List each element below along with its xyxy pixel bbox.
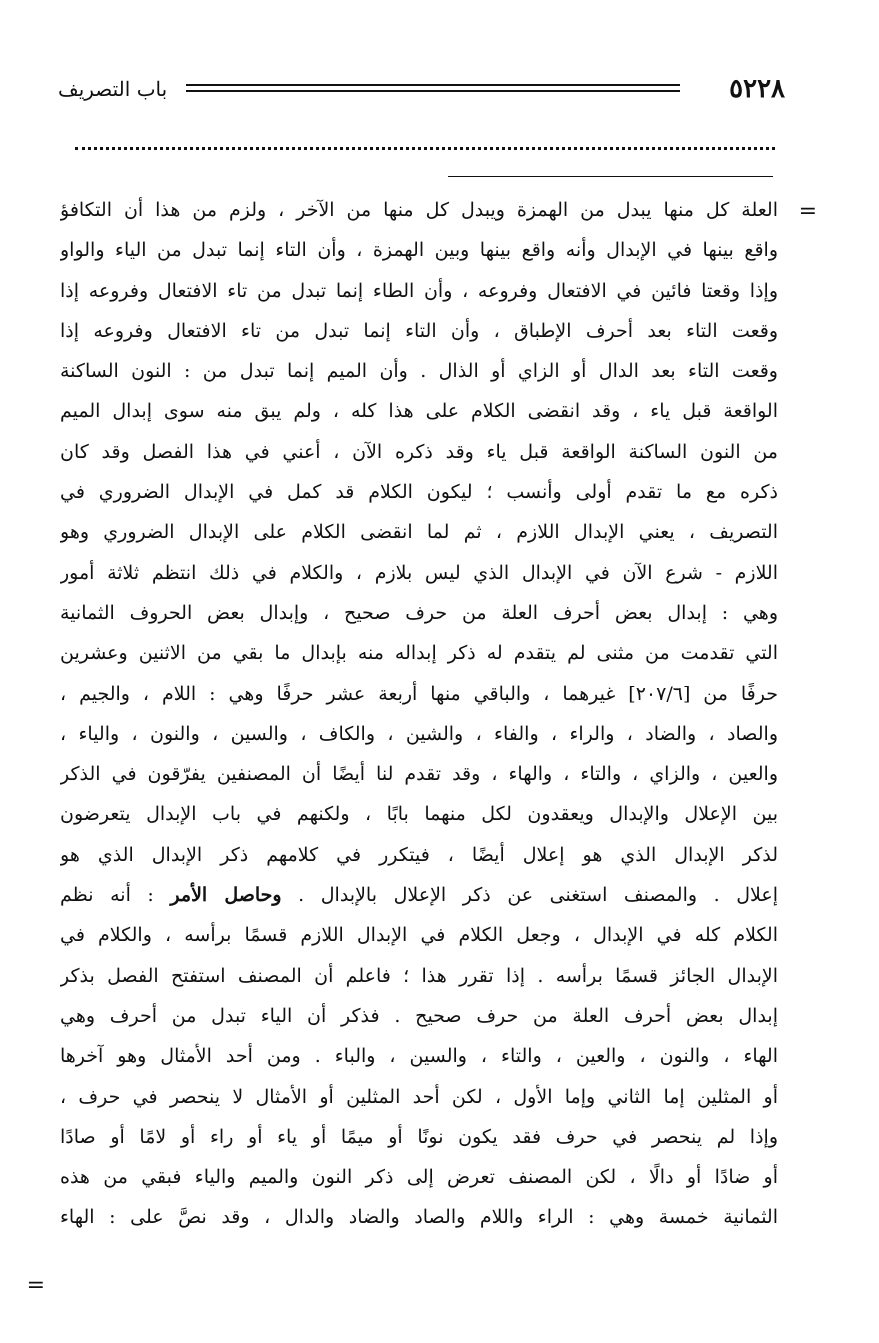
text-line: وإذا وقعتا فائين في الافتعال وفروعه ، وأن الطاء إنما تبدل من تاء الافتعال وفروعه إذا xyxy=(60,279,778,302)
body-text xyxy=(60,190,778,1238)
text-line: التي تقدمت من مثنى لم يتقدم له ذكر إبداله منه بإبدال ما بقي من الاثنين وعشرين xyxy=(60,642,778,665)
text-line: وهي : إبدال بعض أحرف العلة من حرف صحيح ، وإبدال بعض الحروف الثمانية xyxy=(60,601,778,624)
text-line: الثمانية خمسة وهي : الراء واللام والصاد والضاد والدال ، وقد نصَّ على : الهاء xyxy=(60,1206,778,1229)
text-line: الهاء ، والنون ، والعين ، والتاء ، والسين ، والباء . ومن أحد الأمثال وهو آخرها xyxy=(60,1045,778,1068)
header-rule xyxy=(186,84,680,92)
text-line: الواقعة قبل ياء ، وقد انقضى الكلام على هذا كله ، ولم يبق منه سوى إبدال الميم xyxy=(60,400,778,423)
text-line: والصاد ، والضاد ، والراء ، والفاء ، والشين ، والكاف ، والسين ، والنون ، والياء ، xyxy=(60,722,778,745)
text-line: التصريف ، يعني الإبدال اللازم ، ثم لما انقضى الكلام على الإبدال الضروري وهو xyxy=(60,521,778,544)
text-line: حرفًا من [٢٠٧/٦] غيرهما ، والباقي منها أربعة عشر حرفًا وهي : اللام ، والجيم ، xyxy=(60,682,778,705)
page-number: ٥٢٢٨ xyxy=(729,74,785,104)
footnote-separator-rule xyxy=(448,176,773,177)
chapter-title: باب التصريف xyxy=(58,77,168,101)
text-line: وإذا لم ينحصر في حرف فقد يكون نونًا أو ميمًا أو ياء أو راء أو لامًا أو صادًا xyxy=(60,1125,778,1148)
text-line: العلة كل منها يبدل من الهمزة ويبدل كل منها من الآخر ، ولزم من هذا أن التكافؤ xyxy=(60,199,778,221)
text-line: أو ضادًا أو دالًا ، لكن المصنف تعرض إلى ذكر النون والميم والياء فبقي من هذه xyxy=(60,1166,778,1189)
text-line: بين الإعلال والإبدال ويعقدون لكل منهما بابًا ، ولكنهم في باب الإبدال يتعرضون xyxy=(60,803,778,826)
dotted-separator xyxy=(75,147,775,150)
page-header xyxy=(58,72,785,106)
text-line: والعين ، والزاي ، والتاء ، والهاء ، وقد تقدم لنا أيضًا أن المصنفين يفرّقون في الذكر xyxy=(60,763,778,786)
text-line: من النون الساكنة الواقعة قبل ياء وقد ذكره الآن ، أعني في هذا الفصل وقد كان xyxy=(60,440,778,463)
bold-phrase: وحاصل الأمر xyxy=(170,884,282,907)
continuation-mark-start: = xyxy=(798,199,817,224)
text-line-with-bold xyxy=(60,875,778,915)
text-line: أو المثلين إما الثاني وإما الأول ، لكن أحد المثلين أو الأمثال لا ينحصر في حرف ، xyxy=(60,1085,778,1108)
text-line: اللازم - شرع الآن في الإبدال الذي ليس بلازم ، والكلام في ذلك انتظم ثلاثة أمور xyxy=(60,561,778,584)
continuation-mark-end: = xyxy=(26,1273,45,1298)
text-segment: : أنه نظم xyxy=(60,884,154,907)
text-line: واقع بينها في الإبدال وأنه واقع بينها وبين الهمزة ، وأن التاء إنما تبدل من الياء والواو xyxy=(60,239,778,262)
text-line: إبدال بعض أحرف العلة من حرف صحيح . فذكر أن الياء تبدل من أحرف وهي xyxy=(60,1004,778,1027)
text-line: الكلام كله في الإبدال ، وجعل الكلام في الإبدال اللازم قسمًا برأسه ، والكلام في xyxy=(60,924,778,947)
text-line: لذكر الإبدال الذي هو إعلال أيضًا ، فيتكرر في كلامهم ذكر الإبدال الذي هو xyxy=(60,843,778,866)
text-line: وقعت التاء بعد أحرف الإطباق ، وأن التاء إنما تبدل من تاء الافتعال وفروعه إذا xyxy=(60,319,778,342)
text-line: وقعت التاء بعد الدال أو الزاي أو الذال . وأن الميم إنما تبدل من : النون الساكنة xyxy=(60,360,778,383)
text-line: ذكره مع ما تقدم أولى وأنسب ؛ ليكون الكلام قد كمل في الإبدال الضروري في xyxy=(60,481,778,504)
text-line: الإبدال الجائز قسمًا برأسه . إذا تقرر هذا ؛ فاعلم أن المصنف استفتح الفصل بذكر xyxy=(60,964,778,987)
text-segment: إعلال . والمصنف استغنى عن ذكر الإعلال بالإبدال . xyxy=(298,884,778,907)
